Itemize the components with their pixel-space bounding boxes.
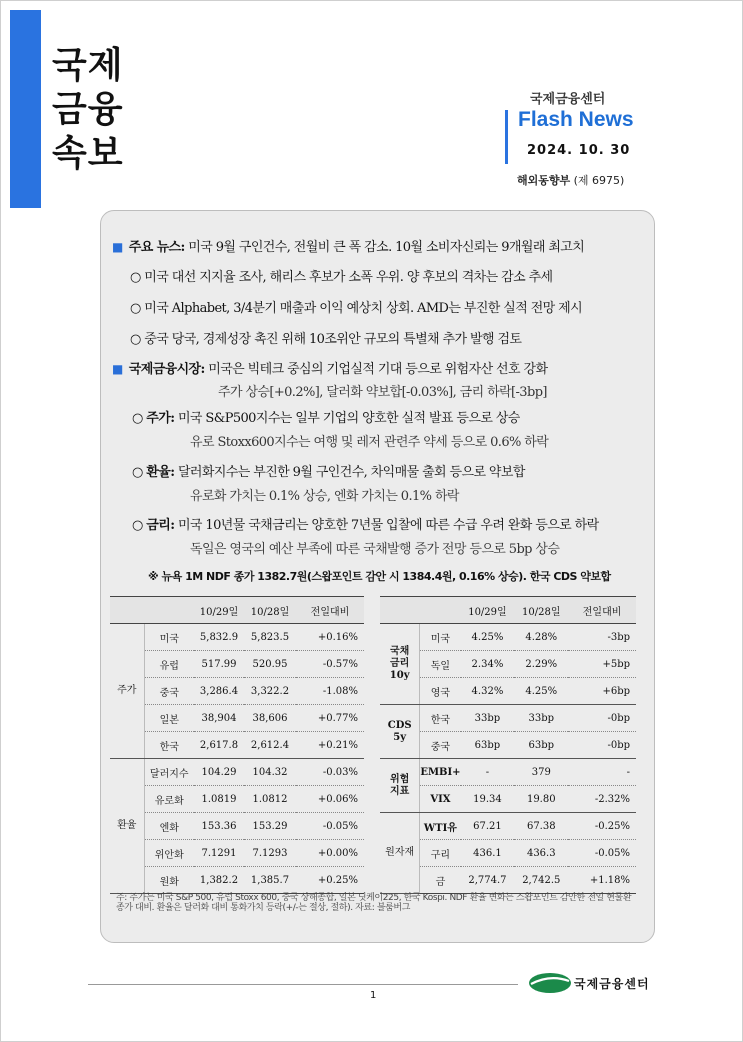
main-news-text: 미국 9월 구인건수, 전월비 큰 폭 감소. 10월 소비자신뢰는 9개월래 최고치 bbox=[188, 240, 585, 255]
cell: 153.29 bbox=[244, 813, 296, 840]
ndf-note: ※ 뉴욕 1M NDF 종가 1382.7원(스왑포인트 감안 시 1384.4원, 0.16% 상승). 한국 CDS 약보합 bbox=[148, 570, 611, 583]
cell: +0.00% bbox=[296, 840, 364, 867]
square-bullet-icon: ■ bbox=[112, 362, 123, 376]
table-row bbox=[110, 678, 364, 705]
cell: 38,606 bbox=[244, 705, 296, 732]
market-table-left bbox=[110, 596, 364, 894]
stock-text: 미국 S&P500지수는 일부 기업의 양호한 실적 발표 등으로 상승 bbox=[177, 411, 520, 426]
cell: 104.32 bbox=[244, 759, 296, 786]
stock-line bbox=[132, 407, 520, 426]
cell: 3,322.2 bbox=[244, 678, 296, 705]
table-row bbox=[110, 840, 364, 867]
news-bullet bbox=[130, 328, 521, 347]
row-label: 일본 bbox=[144, 705, 194, 732]
news-bullet-text: 미국 Alphabet, 3/4분기 매출과 이익 예상치 상회. AMD는 부진한 실적 전망 제시 bbox=[144, 301, 583, 316]
header-divider bbox=[505, 110, 508, 164]
header-cell: 10/28일 bbox=[514, 597, 568, 624]
accent-bar bbox=[10, 10, 41, 208]
cell: +1.18% bbox=[568, 867, 636, 894]
cell: 517.99 bbox=[194, 651, 244, 678]
cell: 2,774.7 bbox=[461, 867, 515, 894]
cell: 104.29 bbox=[194, 759, 244, 786]
fx-text: 달러화지수는 부진한 9월 구인건수, 차익매물 출회 등으로 약보합 bbox=[177, 465, 525, 480]
cell: 436.3 bbox=[514, 840, 568, 867]
row-label: 구리 bbox=[420, 840, 461, 867]
group-label: 원자재 bbox=[380, 813, 420, 894]
page-number: 1 bbox=[370, 990, 377, 1001]
footer-org: 국제금융센터 bbox=[574, 977, 650, 991]
table-row bbox=[380, 759, 636, 786]
market-line bbox=[112, 358, 547, 377]
report-date: 2024. 10. 30 bbox=[527, 143, 631, 158]
group-label: 주가 bbox=[110, 624, 144, 759]
square-bullet-icon: ■ bbox=[112, 240, 123, 254]
fx-line bbox=[132, 461, 525, 480]
row-label: 중국 bbox=[420, 732, 461, 759]
market-table-right bbox=[380, 596, 636, 894]
stock-subline: 유로 Stoxx600지수는 여행 및 레저 관련주 약세 등으로 0.6% 하락 bbox=[190, 435, 549, 450]
cell: 379 bbox=[514, 759, 568, 786]
row-label: 유로화 bbox=[144, 786, 194, 813]
header-cell: 10/29일 bbox=[194, 597, 244, 624]
cell: 4.25% bbox=[514, 678, 568, 705]
table-row bbox=[110, 759, 364, 786]
cell: -0.03% bbox=[296, 759, 364, 786]
row-label: VIX bbox=[420, 786, 461, 813]
flash-news-label: Flash News bbox=[518, 108, 634, 131]
header-cell: 전일대비 bbox=[568, 597, 636, 624]
cell: 7.1293 bbox=[244, 840, 296, 867]
header-cell bbox=[110, 597, 144, 624]
header-cell: 10/28일 bbox=[244, 597, 296, 624]
row-label: 한국 bbox=[420, 705, 461, 732]
cell: 5,832.9 bbox=[194, 624, 244, 651]
row-label: EMBI+ bbox=[420, 759, 461, 786]
header-cell bbox=[420, 597, 461, 624]
rate-subline: 독일은 영국의 예산 부족에 따른 국채발행 증가 전망 등으로 5bp 상승 bbox=[190, 542, 560, 557]
circle-bullet-icon: ○ bbox=[132, 518, 143, 533]
cell: 2,742.5 bbox=[514, 867, 568, 894]
market-text: 미국은 빅테크 중심의 기업실적 기대 등으로 위험자산 선호 강화 bbox=[208, 362, 548, 377]
cell: 33bp bbox=[514, 705, 568, 732]
cell: 63bp bbox=[514, 732, 568, 759]
cell: 2.29% bbox=[514, 651, 568, 678]
market-subline: 주가 상승[+0.2%], 달러화 약보합[-0.03%], 금리 하락[-3bp] bbox=[218, 385, 547, 400]
group-label: CDS 5y bbox=[380, 705, 420, 759]
cell: +0.21% bbox=[296, 732, 364, 759]
cell: 2.34% bbox=[461, 651, 515, 678]
cell: 4.28% bbox=[514, 624, 568, 651]
row-label: 유럽 bbox=[144, 651, 194, 678]
footer-divider bbox=[88, 984, 518, 985]
group-label: 환율 bbox=[110, 759, 144, 894]
cell: -2.32% bbox=[568, 786, 636, 813]
cell: +0.06% bbox=[296, 786, 364, 813]
header-org: 국제금융센터 bbox=[530, 92, 606, 107]
row-label: 엔화 bbox=[144, 813, 194, 840]
stock-label: 주가: bbox=[146, 411, 175, 426]
cell: 1,382.2 bbox=[194, 867, 244, 894]
cell: 33bp bbox=[461, 705, 515, 732]
cell: 7.1291 bbox=[194, 840, 244, 867]
cell: 63bp bbox=[461, 732, 515, 759]
cell: +0.16% bbox=[296, 624, 364, 651]
circle-bullet-icon: ○ bbox=[132, 465, 143, 480]
cell: 2,612.4 bbox=[244, 732, 296, 759]
cell: +6bp bbox=[568, 678, 636, 705]
main-news-line bbox=[112, 236, 584, 255]
table-row bbox=[110, 624, 364, 651]
cell: -0.25% bbox=[568, 813, 636, 840]
table-footnote: 주: 주가는 미국 S&P 500, 유럽 Stoxx 600, 중국 상해종합, 일본 닛케이225, 한국 Kospi. NDF 환율 변화는 스왑포인트 감안한 전일 현물환 종가 대비. 환율은 달러화 대비 통화가치 등락(+/-는 절상, 절하). 자료: 블룸버그 bbox=[116, 893, 632, 913]
table-row bbox=[380, 705, 636, 732]
title-line: 국제 bbox=[52, 45, 124, 86]
cell: -3bp bbox=[568, 624, 636, 651]
row-label: WTI유 bbox=[420, 813, 461, 840]
row-label: 독일 bbox=[420, 651, 461, 678]
cell: -0.05% bbox=[568, 840, 636, 867]
cell: 3,286.4 bbox=[194, 678, 244, 705]
group-label: 위험 지표 bbox=[380, 759, 420, 813]
title-line: 속보 bbox=[52, 133, 124, 174]
cell: 67.21 bbox=[461, 813, 515, 840]
cell: +0.25% bbox=[296, 867, 364, 894]
table-header-row bbox=[380, 597, 636, 624]
cell: +0.77% bbox=[296, 705, 364, 732]
group-label: 국채 금리 10y bbox=[380, 624, 420, 705]
cell: 1.0812 bbox=[244, 786, 296, 813]
table-row bbox=[110, 867, 364, 894]
cell: -0bp bbox=[568, 705, 636, 732]
circle-bullet-icon: ○ bbox=[132, 411, 143, 426]
circle-bullet-icon: ○ bbox=[130, 301, 141, 316]
header-cell: 10/29일 bbox=[461, 597, 515, 624]
row-label: 금 bbox=[420, 867, 461, 894]
news-bullet bbox=[130, 266, 553, 285]
cell: 153.36 bbox=[194, 813, 244, 840]
department: 해외동향부 bbox=[517, 174, 571, 187]
department-issue bbox=[517, 172, 624, 188]
kcif-logo-icon bbox=[528, 972, 572, 994]
row-label: 영국 bbox=[420, 678, 461, 705]
issue-number: (제 6975) bbox=[573, 174, 625, 187]
table-header-row bbox=[110, 597, 364, 624]
cell: -0.05% bbox=[296, 813, 364, 840]
header-cell bbox=[144, 597, 194, 624]
cell: 436.1 bbox=[461, 840, 515, 867]
table-row bbox=[380, 813, 636, 840]
rate-label: 금리: bbox=[146, 518, 175, 533]
title-line: 금융 bbox=[52, 89, 124, 130]
cell: 4.32% bbox=[461, 678, 515, 705]
fx-subline: 유로화 가치는 0.1% 상승, 엔화 가치는 0.1% 하락 bbox=[190, 489, 459, 504]
cell: 2,617.8 bbox=[194, 732, 244, 759]
row-label: 미국 bbox=[420, 624, 461, 651]
cell: - bbox=[461, 759, 515, 786]
cell: 67.38 bbox=[514, 813, 568, 840]
table-row bbox=[380, 624, 636, 651]
row-label: 위안화 bbox=[144, 840, 194, 867]
row-label: 달러지수 bbox=[144, 759, 194, 786]
table-row bbox=[110, 705, 364, 732]
row-label: 중국 bbox=[144, 678, 194, 705]
table-row bbox=[110, 786, 364, 813]
cell: 520.95 bbox=[244, 651, 296, 678]
news-bullet-text: 중국 당국, 경제성장 촉진 위해 10조위안 규모의 특별채 추가 발행 검토 bbox=[144, 332, 522, 347]
row-label: 원화 bbox=[144, 867, 194, 894]
news-bullet-text: 미국 대선 지지율 조사, 해리스 후보가 소폭 우위. 양 후보의 격차는 감소 추세 bbox=[144, 270, 553, 285]
table-row bbox=[110, 732, 364, 759]
table-row bbox=[110, 813, 364, 840]
cell: -1.08% bbox=[296, 678, 364, 705]
main-news-label: 주요 뉴스: bbox=[128, 240, 185, 255]
cell: 4.25% bbox=[461, 624, 515, 651]
row-label: 한국 bbox=[144, 732, 194, 759]
cell: -0bp bbox=[568, 732, 636, 759]
cell: -0.57% bbox=[296, 651, 364, 678]
circle-bullet-icon: ○ bbox=[130, 332, 141, 347]
cell: - bbox=[568, 759, 636, 786]
fx-label: 환율: bbox=[146, 465, 175, 480]
cell: 1.0819 bbox=[194, 786, 244, 813]
row-label: 미국 bbox=[144, 624, 194, 651]
cell: 19.34 bbox=[461, 786, 515, 813]
cell: 38,904 bbox=[194, 705, 244, 732]
cell: 5,823.5 bbox=[244, 624, 296, 651]
rate-line bbox=[132, 514, 599, 533]
cell: 19.80 bbox=[514, 786, 568, 813]
circle-bullet-icon: ○ bbox=[130, 270, 141, 285]
report-title bbox=[52, 44, 124, 176]
cell: 1,385.7 bbox=[244, 867, 296, 894]
header-cell bbox=[380, 597, 420, 624]
news-bullet bbox=[130, 297, 582, 316]
header-cell: 전일대비 bbox=[296, 597, 364, 624]
table-row bbox=[110, 651, 364, 678]
rate-text: 미국 10년물 국채금리는 양호한 7년물 입찰에 따른 수급 우려 완화 등으로 하락 bbox=[177, 518, 599, 533]
cell: +5bp bbox=[568, 651, 636, 678]
market-label: 국제금융시장: bbox=[128, 362, 205, 377]
